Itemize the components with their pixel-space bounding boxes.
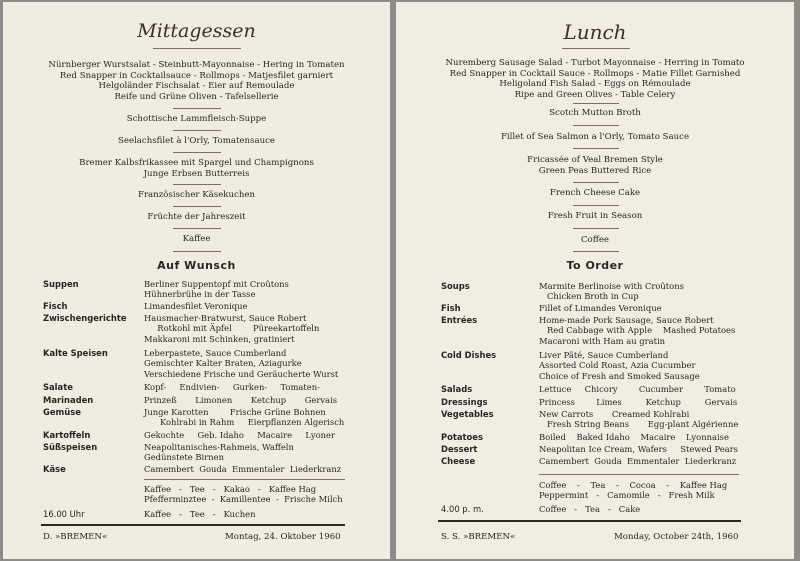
section-label: Dressings [441,397,488,407]
divider [573,251,619,252]
section-label: Potatoes [441,432,483,442]
divider [573,205,619,206]
drinks: Kaffee - Tee - Kakao - Kaffee Hag Pfefferminztee - Kamillentee - Frische Milch [144,484,343,505]
section-label: Suppen [43,279,79,289]
page-title: Mittagessen [137,20,256,42]
divider [173,108,221,109]
section-items: Princess Limes Ketchup Gervais [539,397,738,407]
course-fish: Fillet of Sea Salmon a l'Orly, Tomato Sauce [500,132,690,142]
section-label: Fisch [43,301,68,311]
section-items: Boiled Baked Idaho Macaire Lyonnaise [539,432,729,442]
course-soup: Scotch Mutton Broth [549,108,641,118]
section-label: Salate [43,382,73,392]
menu-date: Monday, October 24th, 1960 [614,532,739,542]
section-label: Dessert [441,444,478,454]
divider [562,48,630,49]
section-label: Entrées [441,315,478,325]
course-soup: Schottische Lammfleisch-Suppe [126,114,267,124]
order-heading: Auf Wunsch [157,259,236,272]
divider [173,228,221,229]
section-label: Fish [441,303,461,313]
course-appetizers: Nuremberg Sausage Salad - Turbot Mayonnaise - Herring in Tomato Red Snapper in Cocktail Sauce - Rollmops - Matie Fillet Garnished Heligoland Fish Salad - Eggs on Rémoulade Ripe and Green Olives - Table Celery [445,58,745,100]
section-label: Zwischengerichte [43,313,127,323]
menu-page-german [3,2,390,559]
section-items: Lettuce Chicory Cucumber Tomato [539,384,736,394]
section-label: Cheese [441,456,476,466]
section-items: Prinzeß Limonen Ketchup Gervais [144,395,338,405]
section-items: New Carrots Creamed Kohlrabi Fresh String Beans Egg-plant Algérienne [539,409,739,430]
section-items: Neapolitanisches-Rahmeis, Waffeln Gedünstete Birnen [144,442,294,463]
section-label: Kalte Speisen [43,348,108,358]
section-items: Leberpastete, Sauce Cumberland Gemischter Kalter Braten, Aziagurke Verschiedene Frische und Geräucherte Wurst [144,348,339,379]
divider [144,479,345,480]
page-title: Lunch [563,20,627,44]
tea-items: Coffee - Tea - Cake [539,504,641,514]
divider [573,182,619,183]
course-coffee: Kaffee [182,234,211,244]
section-label: Süßspeisen [43,442,98,452]
menu-date: Montag, 24. Oktober 1960 [225,532,341,542]
order-heading: To Order [566,259,624,272]
footer-rule [41,524,345,526]
ship-name: S. S. »BREMEN« [441,532,516,542]
tea-time: 16.00 Uhr [43,509,85,519]
course-dessert: Französischer Käsekuchen [137,190,256,200]
divider [573,228,619,229]
section-label: Cold Dishes [441,350,497,360]
menu-page-english [396,2,794,559]
section-items: Fillet of Limandes Veronique [539,303,662,313]
section-items: Kopf- Endivien- Gurken- Tomaten- [144,382,320,392]
course-main: Fricassée of Veal Bremen Style Green Peas Buttered Rice [527,155,663,176]
divider [539,474,739,475]
section-items: Junge Karotten Frische Grüne Bohnen Kohlrabi in Rahm Eierpflanzen Algerisch [144,407,345,428]
drinks: Coffee - Tea - Cocoa - Kaffee Hag Peppermint - Camomile - Fresh Milk [539,480,728,501]
section-label: Gemüse [43,407,81,417]
section-items: Home-made Pork Sausage, Sauce Robert Red Cabbage with Apple Mashed Potatoes Macaroni with Ham au gratin [539,315,736,346]
section-items: Neapolitan Ice Cream, Wafers Stewed Pears [539,444,738,454]
section-items: Gekochte Geb. Idaho Macaire Lyoner [144,430,335,440]
section-items: Camembert Gouda Emmentaler Liederkranz [144,464,342,474]
section-items: Hausmacher-Bratwurst, Sauce Robert Rotkohl mit Äpfel Püreekartoffeln Makkaroni mit Schinken, gratiniert [144,313,320,344]
section-label: Käse [43,464,66,474]
section-label: Vegetables [441,409,494,419]
section-items: Marmite Berlinoise with Croûtons Chicken Broth in Cup [539,281,684,302]
course-appetizers: Nürnberger Wurstsalat - Steinbutt-Mayonnaise - Hering in Tomaten Red Snapper in Cocktailsauce - Rollmops - Matjesfilet garniert Helgoländer Fischsalat - Eier auf Remoulade Reife und Grüne Oliven - Tafelsellerie [48,60,345,102]
section-items: Berliner Suppentopf mit Croûtons Hühnerbrühe in der Tasse [144,279,289,300]
divider [153,48,241,49]
section-items: Liver Pâté, Sauce Cumberland Assorted Cold Roast, Azia Cucumber Choice of Fresh and Smoked Sausage [539,350,700,381]
section-label: Kartoffeln [43,430,91,440]
divider [173,130,221,131]
divider [173,152,221,153]
course-fish: Seelachsfilet à l'Orly, Tomatensauce [117,136,276,146]
tea-items: Kaffee - Tee - Kuchen [144,509,256,519]
course-coffee: Coffee [580,235,610,245]
divider [573,148,619,149]
divider [573,125,619,126]
section-label: Soups [441,281,470,291]
tea-time: 4.00 p. m. [441,504,484,514]
section-label: Marinaden [43,395,94,405]
course-main: Bremer Kalbsfrikassee mit Spargel und Champignons Junge Erbsen Butterreis [79,158,314,179]
divider [173,184,221,185]
section-label: Salads [441,384,473,394]
section-items: Camembert Gouda Emmentaler Liederkranz [539,456,737,466]
footer-rule [438,520,741,522]
ship-name: D. »BREMEN« [43,532,108,542]
section-items: Limandesfilet Veronique [144,301,248,311]
divider [573,103,619,104]
course-dessert: French Cheese Cake [549,188,641,198]
course-fruit: Fresh Fruit in Season [547,211,643,221]
course-fruit: Früchte der Jahreszeit [147,212,246,222]
divider [173,251,221,252]
divider [173,206,221,207]
